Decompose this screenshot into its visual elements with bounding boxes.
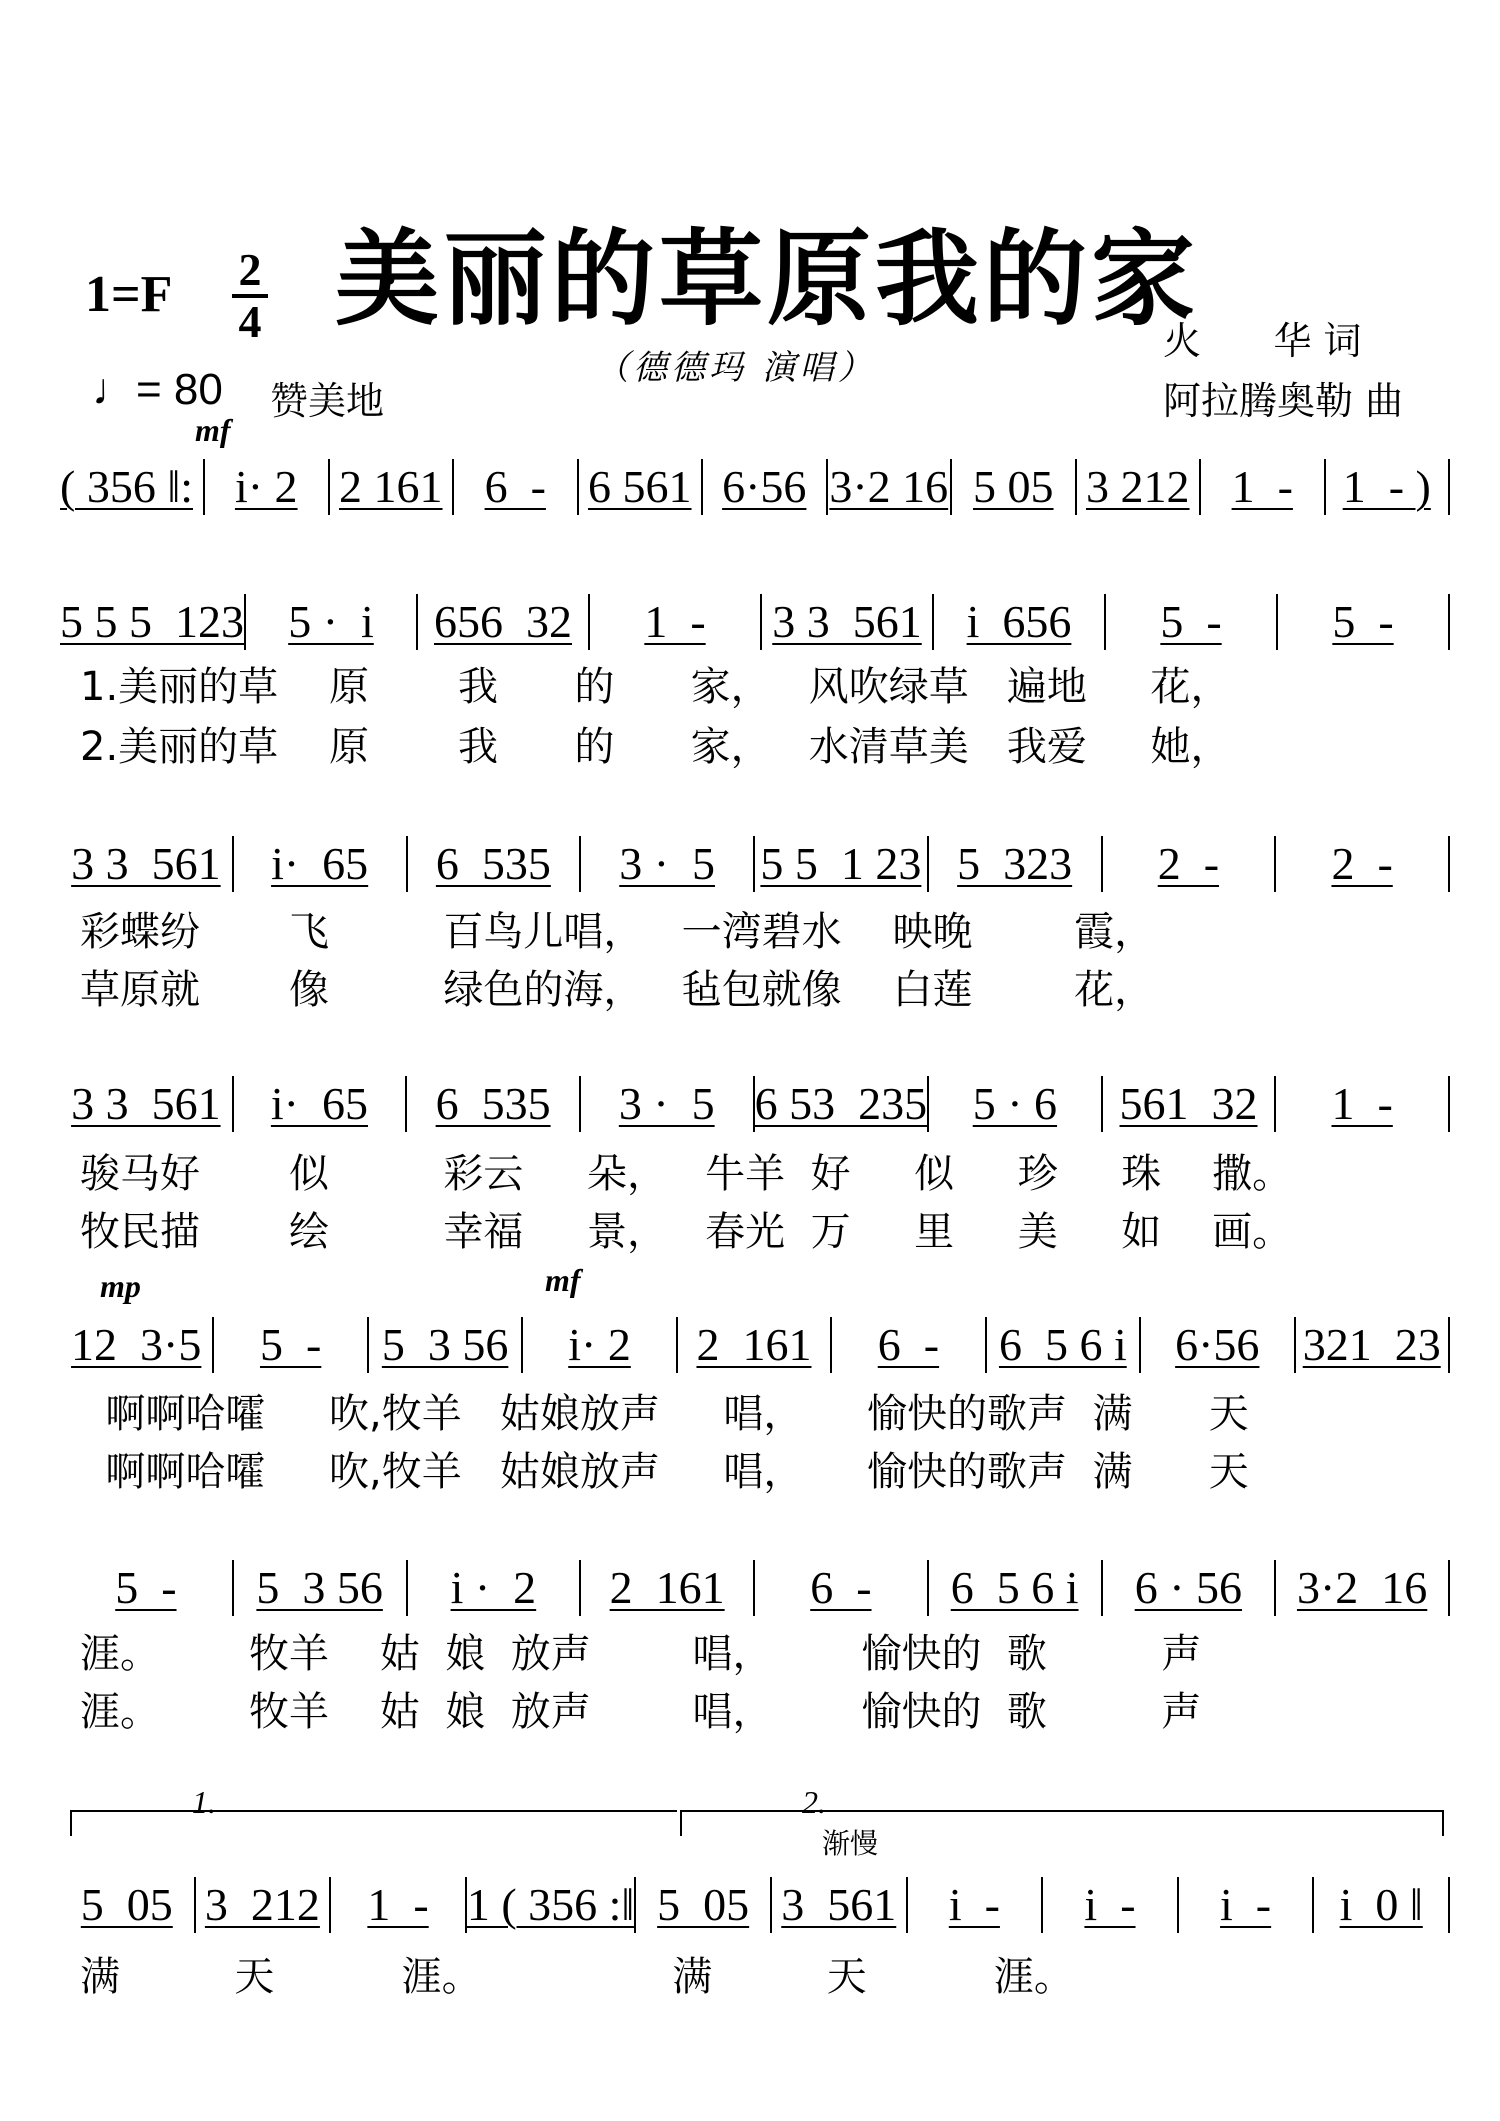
measure: 5 - [60,1560,234,1616]
measure: i· 2 [205,459,330,515]
measure: 656 32 [418,594,590,650]
time-signature [232,244,268,347]
measure: 5 05 [60,1877,196,1933]
measure: 6·56 [1141,1317,1295,1373]
measure: 3 212 [1077,459,1202,515]
measure: 12 3·5 [60,1317,214,1373]
measure: 5 · 6 [929,1076,1103,1132]
measure: 5 5 1 23 [755,836,929,892]
lyric-line: 彩蝶纷 飞 百鸟儿唱， 一湾碧水 映晚 霞， [80,909,1155,955]
measure: 5 · i [246,594,418,650]
dynamic-mf: mf [195,412,231,448]
lyric-line: 涯。 牧羊 姑 娘 放声 唱， 愉快的 歌 声 [80,1631,1202,1677]
measure: 3 212 [196,1877,332,1933]
lyric-line: 骏马好 似 彩云 朵， 牛羊 好 似 珍 珠 撒。 [80,1151,1293,1197]
expression-marking: 赞美地 [270,379,385,423]
lyric-line: 牧民描 绘 幸福 景， 春光 万 里 美 如 画。 [80,1209,1293,1255]
measure: 5 3 56 [234,1560,408,1616]
measure: 6 - [832,1317,986,1373]
measure: i - [1179,1877,1315,1933]
measure: 2 - [1103,836,1277,892]
measure: i 656 [934,594,1106,650]
lyric-line: 啊啊哈嚯 吹,牧羊 姑娘放声 唱， 愉快的歌声 满 天 [80,1449,1249,1495]
measure: 6·56 [703,459,828,515]
notation-line [60,455,1450,515]
measure: 6 · 56 [1103,1560,1277,1616]
measure: 1 - ) [1326,459,1451,515]
measure: 5 323 [929,836,1103,892]
lyric-line: 2.美丽的草 原 我 的 家， 水清草美 我爱 她， [80,724,1231,770]
measure: 1 - [1276,1076,1450,1132]
notation-line [60,1072,1450,1132]
measure: 3 3 561 [60,1076,234,1132]
measure: 3·2 16 [828,459,953,515]
measure: 1 ( 356 :‖ [467,1877,637,1933]
lyric-line: 满 天 涯。 满 天 涯。 [80,1954,1074,2000]
ritardando-marking: 渐慢 [822,1827,879,1860]
measure: i· 65 [234,836,408,892]
measure: i· 65 [234,1076,408,1132]
measure: 5 - [1106,594,1278,650]
key-signature: 1=F [85,266,173,323]
measure: 6 5 6 i [929,1560,1103,1616]
measure: 5 05 [636,1877,772,1933]
volta-bracket-2 [680,1784,1444,1836]
lyric-line: 涯。 牧羊 姑 娘 放声 唱， 愉快的 歌 声 [80,1689,1202,1735]
measure: 5 - [214,1317,368,1373]
time-denominator: 4 [238,296,262,347]
measure: 3 · 5 [581,836,755,892]
measure: i - [1043,1877,1179,1933]
measure: 6 - [755,1560,929,1616]
measure: 2 161 [678,1317,832,1373]
measure: 6 561 [579,459,704,515]
measure: 561 32 [1103,1076,1277,1132]
notation-line [60,1313,1450,1373]
measure: i - [908,1877,1044,1933]
dynamic-mp: mp [100,1268,141,1304]
lyric-line: 啊啊哈嚯 吹,牧羊 姑娘放声 唱， 愉快的歌声 满 天 [80,1391,1249,1437]
measure: 2 - [1276,836,1450,892]
measure: i 0 ‖ [1314,1877,1450,1933]
lyricist-credit: 火 华 词 [1163,319,1362,363]
notation-line [60,590,1450,650]
measure: 5 5 5 123 [60,594,246,650]
measure: 1 - [331,1877,467,1933]
singer-credit: （德德玛 演唱） [595,348,876,388]
dynamic-mf: mf [545,1262,581,1298]
volta-bracket-1 [70,1784,677,1836]
measure: 3·2 16 [1276,1560,1450,1616]
measure: 3 3 561 [60,836,234,892]
composer-credit: 阿拉腾奥勒 曲 [1163,379,1404,423]
lyric-line: 1.美丽的草 原 我 的 家， 风吹绿草 遍地 花， [80,664,1231,710]
measure: 1 - [1201,459,1326,515]
measure: 2 161 [581,1560,755,1616]
measure: 3 3 561 [762,594,934,650]
time-numerator: 2 [238,244,262,295]
measure: ( 356 ‖: [60,459,205,515]
volta-label: 2. [802,1784,826,1820]
tempo-marking: ♩= 80 [92,365,223,414]
measure: i · 2 [408,1560,582,1616]
song-title: 美丽的草原我的家 [335,217,1200,340]
measure: 6 5 6 i [987,1317,1141,1373]
measure: 6 535 [408,836,582,892]
measure: 5 3 56 [369,1317,523,1373]
measure: 5 - [1278,594,1450,650]
lyric-line: 草原就 像 绿色的海， 毡包就像 白莲 花， [80,967,1155,1013]
notation-line [60,832,1450,892]
measure: 5 05 [952,459,1077,515]
measure: 3 · 5 [581,1076,755,1132]
measure: 6 - [454,459,579,515]
measure: i· 2 [523,1317,677,1373]
measure: 3 561 [772,1877,908,1933]
measure: 1 - [590,594,762,650]
measure: 321 23 [1296,1317,1450,1373]
notation-line [60,1556,1450,1616]
volta-label: 1. [192,1784,216,1820]
measure: 6 53 235 [755,1076,930,1132]
notation-line [60,1873,1450,1933]
measure: 6 535 [407,1076,581,1132]
measure: 2 161 [330,459,455,515]
